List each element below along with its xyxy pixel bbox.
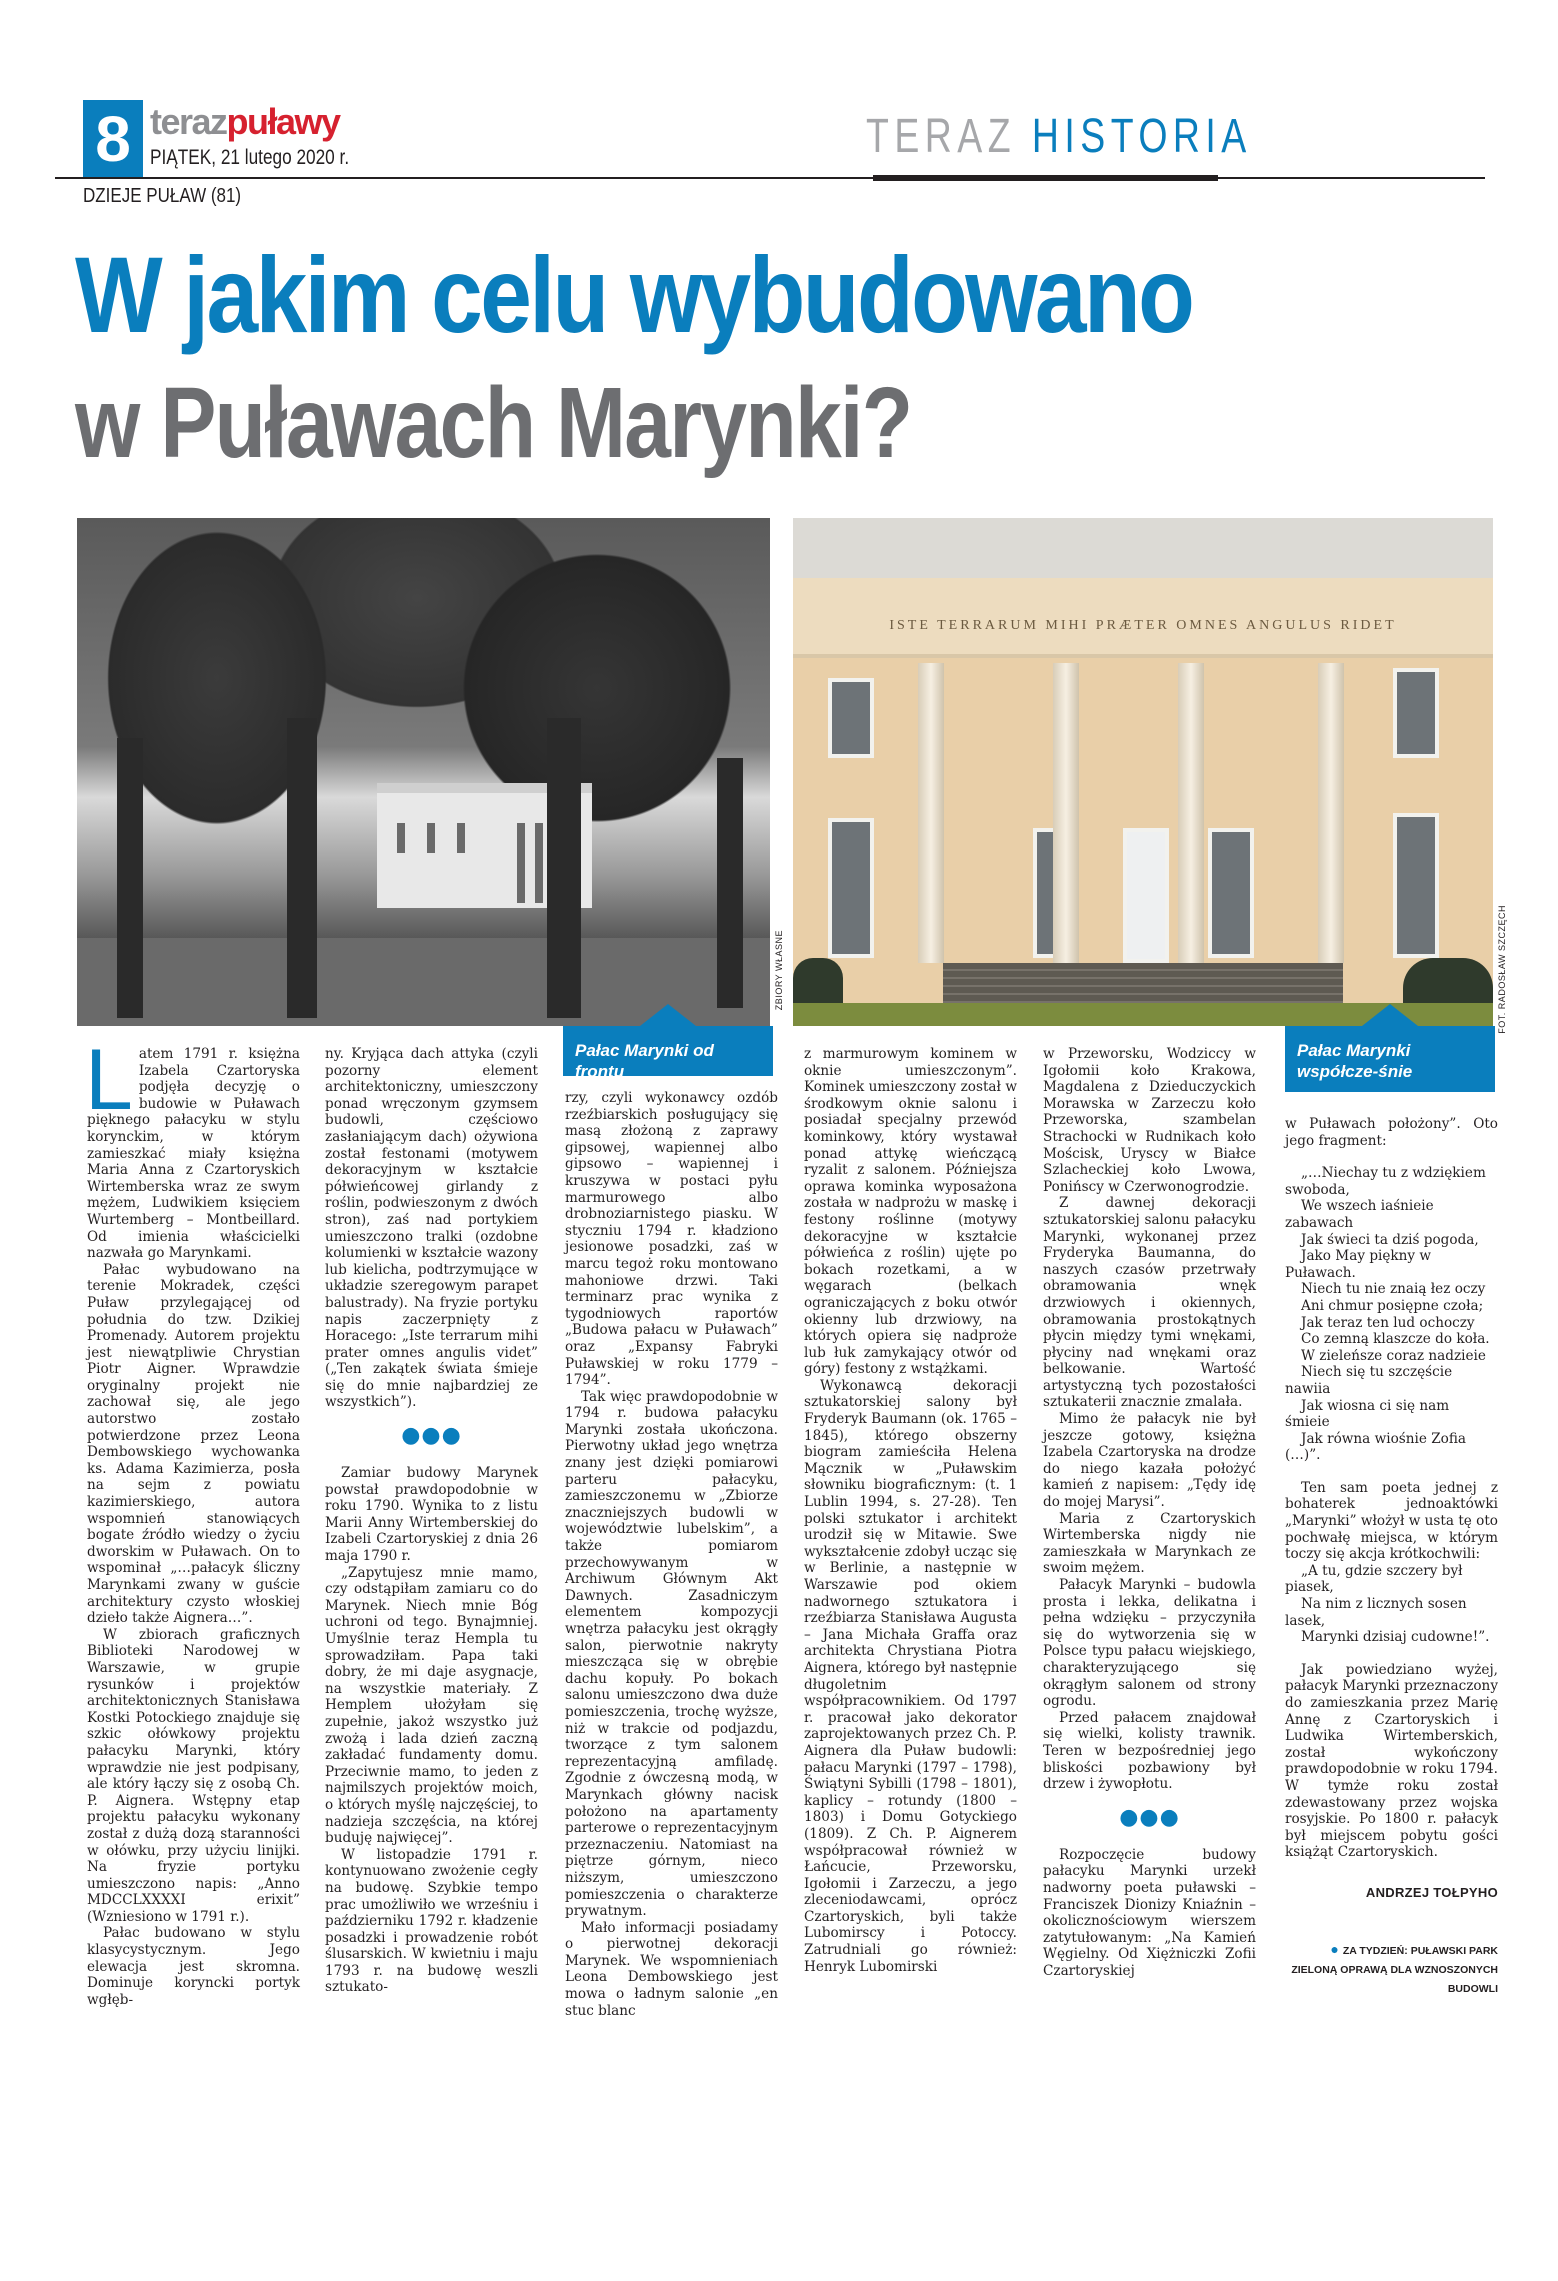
- engraving-tree-trunk: [117, 738, 143, 1018]
- poem-line: Ani chmur posiępne czoła;: [1301, 1297, 1484, 1314]
- article-paragraph: Wykonawcą dekoracji sztukatorskiej salony był Fryderyk Baumann (ok. 1765 – 1845), którego obszerny biogram zamieściła Helena Mącznik w „Puławskim słowniku biograficznym: (t. 1 Lublin 1994, s. 27-28). Ten polski sztukator i architekt urodził się w Mitawie. Swe wykształcenie zdobył ucząc się w Berlinie, a następnie w Warszawie pod okiem nadwornego sztukatora i rzeźbiarza Stanisława Augusta – Jana Michała Graffa oraz architekta Chrystiana Piotra Aignera, którego był następnie długoletnim współpracownikiem. Od 1797 r. pracował jako dekorator zaprojektowanych przez Ch. P. Aignera dla Puław budowli: pałacu Marynki (1797 – 1798), Świątyni Sybilli (1798 – 1801), kaplicy – rotundy (1800 – 1803) i Domu Gotyckiego (1809). Z Ch. P. Aignerem współpracował również w Łańcucie, Przeworsku, Igołomii i Zarzeczu, a jego zleceniodawcami, oprócz Czartoryskich, byli także Lubomirscy i Potoccy. Zatrudniali go również: Henryk Lubomirski: [804, 1377, 1017, 1975]
- palace-column: [1053, 663, 1079, 963]
- article-paragraph: W listopadzie 1791 r. kontynuowano zwożenie cegły na budowę. Szybkie tempo prac umożliwiło we wrześniu i październiku 1792 r. kładzenie posadzki i prowadzenie robót ślusarskich. W kwietniu i maju 1793 r. na budowę weszli sztukato-: [325, 1846, 538, 1996]
- palace-column: [1178, 663, 1204, 963]
- series-kicker: DZIEJE PUŁAW (81): [83, 185, 242, 207]
- palace-column: [1318, 663, 1344, 963]
- section-title-teraz: TERAZ: [866, 110, 1017, 163]
- poem-line: Jako May piękny w Puławach.: [1285, 1248, 1432, 1281]
- engraving-tree-trunk: [717, 758, 743, 1008]
- article-column-5: [1043, 1046, 1256, 1979]
- next-week-teaser: [1285, 1940, 1498, 1999]
- poem-line: Jak teraz ten lud ochoczy: [1301, 1314, 1475, 1331]
- article-column-3: [565, 1090, 778, 2019]
- article-paragraph: w Przeworsku, Wodziccy w Igołomii koło Krakowa, Magdalena z Dzieduczyckich Morawska w Zarzeczu koło Przeworska, szambelan Strachocki w Rudnikach koło Mościsk, Uryscy w Białce Szlacheckiej koło Lwowa, Ponińscy w Czerwonogrodzie.: [1043, 1046, 1256, 1195]
- poem-line: „…Niechay tu z wdziękiem swoboda,: [1285, 1165, 1486, 1198]
- palace-steps: [943, 963, 1343, 1003]
- article-paragraph: W zbiorach graficznych Biblioteki Narodowej w Warszawie, w grupie rysunków i projektów architektonicznych Stanisława Kostki Potockiego znajduje się szkic ołówkowy projektu pałacyku Marynki, który wprawdzie nie jest podpisany, ale który łączy się z osobą Ch. P. Aignera. Wstępny etap projektu pałacyku wykonany został z dużą dozą staranności w ołówku, przy użyciu linijki. Na fryzie portyku umieszczono napis: „Anno MDCCLXXXXI erixit” (Wzniesiono w 1791 r.).: [87, 1626, 300, 1925]
- section-separator-dots: ●●●: [1119, 1804, 1180, 1830]
- article-paragraph: Pałacyk Marynki – budowla prosta i lekka, delikatna i pełna wdzięku – przyczyniła się do wytworzenia się w Polsce typu pałacu wiejskiego, charakteryzującego się okrągłym salonem od strony ogrodu.: [1043, 1577, 1256, 1710]
- section-underline: [873, 175, 1218, 181]
- poem-line: We wszech iaśnieie zabawach: [1285, 1198, 1434, 1231]
- photo-credit-new: FOT. RADOSŁAW SZCZĘCH: [1497, 905, 1507, 1034]
- photo-caption-old: [563, 1026, 773, 1081]
- palace-attic: [793, 518, 1493, 578]
- article-paragraph: Mało informacji posiadamy o pierwotnej dekoracji Marynek. We wspomnieniach Leona Dembowskiego jest mowa o ładnym salonie „en stuc blanc: [565, 1919, 778, 2019]
- article-paragraph: Rozpoczęcie budowy pałacyku Marynki urzekł nadworny poeta puławski – Franciszek Dionizy Kniaźnin – okolicznościowym wierszem zatytułowanym: „Na Kamień Węgielny. Od Xiężniczki Zofii Czartoryskiej: [1043, 1846, 1256, 1979]
- palace-window: [828, 818, 874, 958]
- palace-window: [1393, 668, 1439, 758]
- brand-logo-pulawy: puławy: [226, 101, 340, 142]
- bullet-icon: ●: [1330, 1940, 1339, 1957]
- palace-door: [1123, 828, 1169, 963]
- poem-line: Jak świeci ta dziś pogoda,: [1301, 1231, 1479, 1248]
- next-week-label: ZA TYDZIEŃ:: [1342, 1944, 1408, 1957]
- photo-caption-new-text: Pałac Marynki współcze-śnie: [1297, 1041, 1413, 1081]
- article-paragraph: Ten sam poeta jednej z bohaterek jednoaktówki „Marynki” włożył w usta tę oto pochwałę miejsca, w którym toczy się akcja krótkochwili:: [1285, 1479, 1498, 1563]
- page-number: 8: [83, 100, 143, 179]
- author-byline: ANDRZEJ TOŁPYHO: [1365, 1884, 1498, 1900]
- section-title-historia: HISTORIA: [1031, 110, 1252, 163]
- article-column-4: [804, 1046, 1017, 1975]
- article-column-1: [85, 1032, 300, 2008]
- article-column-6: [1285, 1116, 1498, 1999]
- poem-line: Marynki dzisiaj cudowne!”.: [1301, 1629, 1490, 1646]
- palace-window: [1393, 813, 1439, 958]
- headline-main: W jakim celu wybudowano: [75, 234, 1193, 355]
- palace-inscription: ISTE TERRARUM MIHI PRÆTER OMNES ANGULUS RIDET: [889, 618, 1397, 633]
- photo-credit-old: ZBIORY WŁASNE: [774, 930, 784, 1011]
- section-title: [866, 110, 1252, 163]
- article-paragraph: Tak więc prawdopodobnie w 1794 r. budowa pałacyku Marynki została ukończona. Pierwotny układ jego wnętrza znany jest dzięki pomiarowi parteru pałacyku, zamieszczonemu w „Zbiorze znaczniejszych budowli w województwie lubelskim”, a także pomiarom przechowywanym w Archiwum Głównym Akt Dawnych. Zasadniczym elementem kompozycji wnętrza pałacyku jest okrągły salon, pierwotnie nakryty mieszcząca się w obrębie dachu kopuły. Po bokach salonu umieszczono dwa duże pomieszczenia, trochę wyższe, niż w trakcie od podjazdu, tworzące z tym salonem reprezentacyjną amfiladę. Zgodnie z ówczesną modą, w Marynkach główny nacisk położono na apartamenty parterowe o reprezentacyjnym przeznaczeniu. Natomiast na piętrze górnym, nieco niższym, umieszczono pomieszczenia o charakterze prywatnym.: [565, 1388, 778, 1920]
- palace-window: [1208, 828, 1254, 958]
- section-separator-dots: ●●●: [401, 1423, 462, 1449]
- photo-caption-old-text: Pałac Marynki od frontu: [575, 1041, 714, 1081]
- article-paragraph: „Zapytujesz mnie mamo, czy odstąpiłam zamiaru co do Marynek. Niech mnie Bóg uchroni od tego. Bynajmniej. Umyślnie teraz Hempla tu sprowadziłam. Papa taki dobry, że mi daje asygnacje, na wszystkie materiały. Z Hemplem ułożyłam się zupełnie, jakoż wszystko już zwożą i lada dzień zaczną zakładać fundamenty domu. Przeciwnie mamo, to jeden z najmilszych projektów moich, o których myślę najczęściej, to nadzieja szczęścia, na której buduję najwięcej”.: [325, 1564, 538, 1847]
- brand-logo: [150, 101, 340, 142]
- poem-line: „A tu, gdzie szczery był piasek,: [1285, 1562, 1463, 1596]
- drop-cap: L: [85, 1032, 133, 1128]
- article-paragraph: Pałac wybudowano na terenie Mokradek, części Puław przylegającej od południa do tzw. Dzikiej Promenady. Autorem projektu jest niewątpliwie Chrystian Piotr Aigner. Wprawdzie oryginalny projekt nie zachował się, ale jego autorstwo zostało potwierdzone przez Leona Dembowskiego wychowanka ks. Adama Kazimierza, posła na sejm z powiatu kazimierskiego, autora wspomnień stanowiących bogate źródło wiedzy o życiu dworskim w Puławach. On to wspominał „…pałacyk śliczny Marynkami zwany w guście architektury czysto włoskiej dzieło także Aignera…”.: [87, 1261, 300, 1627]
- poem-line: Niech się tu szczęście nawiia: [1285, 1364, 1453, 1397]
- article-paragraph: Mimo że pałacyk nie był jeszcze gotowy, księżna Izabela Czartoryska na drodze do niego kazała położyć kamień z napisem: „Tędy idę do mojej Marysi”.: [1043, 1411, 1256, 1511]
- article-paragraph: Maria z Czartoryskich Wirtemberska nigdy nie zamieszkała w Marynkach ze swoim mężem.: [1043, 1510, 1256, 1577]
- poem-line: Na nim z licznych sosen lasek,: [1285, 1596, 1467, 1629]
- article-paragraph: Jak powiedziano wyżej, pałacyk Marynki przeznaczony do zamieszkania przez Marię Annę z Czartoryskich i Ludwika Wirtemberskich, został wykończony prawdopodobnie w roku 1794. W tymże roku został zdewastowany przez wojska rosyjskie. Po 1800 r. pałacyk był miejscem pobytu gości książąt Czartoryskich.: [1285, 1661, 1498, 1861]
- article-paragraph: Latem 1791 r. księżna Izabela Czartoryska podjęła decyzję o budowie w Puławach pięknego pałacyku w stylu korynckim, w którym zamieszkać miały księżna Maria Anna z Czartoryskich Wirtemberska wraz ze swym mężem, Ludwikiem księciem Wurtemberg – Montbeillard. Od imienia właścicielki nazwała go Marynkami.: [85, 1032, 300, 1262]
- poem-line: Jak wiosna ci się nam śmieie: [1285, 1397, 1450, 1431]
- headline-sub: w Puławach Marynki?: [75, 367, 912, 479]
- article-paragraph: Pałac budowano w stylu klasycystycznym. Jego elewacja jest skromna. Dominuje koryncki portyk wgłęb-: [87, 1925, 300, 2008]
- palace-bush: [1403, 958, 1493, 1003]
- palace-column: [918, 663, 944, 963]
- next-week-text: PUŁAWSKI PARK ZIELONĄ OPRAWĄ DLA WZNOSZONYCH BUDOWLI: [1291, 1944, 1498, 1995]
- poem-line: Co zemną klaszcze do koła.: [1301, 1331, 1490, 1348]
- modern-palace-photo: [793, 518, 1493, 1026]
- issue-date: PIĄTEK, 21 lutego 2020 r.: [150, 146, 350, 169]
- engraving-tree-trunk: [547, 718, 581, 1018]
- article-paragraph: z marmurowym kominem w oknie umieszczonym”. Kominek umieszczony został w środkowym oknie salonu i posiadał specjalny przewód kominkowy, który wystawał ponad attykę wieńczącą ryzalit z salonem. Późniejsza oprawa kominka wyposażona została w nadprożu w maskę i festony roślinne (motywy dekoracyjne w kształcie półwieńca z roślin) ujęte po bokach rozetkami, a w węgarach (belkach ograniczających z boku otwór okienny lub drzwiowy, na których opiera się nadproże lub łuk zamykający otwór od góry) festony z wstążkami.: [804, 1046, 1017, 1378]
- poem-line: W zieleńsze coraz nadzieie: [1301, 1347, 1486, 1364]
- header-divider: [55, 177, 1485, 179]
- historic-engraving-photo: [77, 518, 770, 1026]
- article-column-2: [325, 1046, 538, 1996]
- poem-line: Jak równa wiośnie Zofia (…)”.: [1285, 1430, 1467, 1464]
- palace-bush: [793, 958, 843, 1003]
- article-paragraph: rzy, czyli wykonawcy ozdób rzeźbiarskich posługujący się masą złożoną z zaprawy gipsowej, wapiennej albo gipsowo – wapiennej i kruszywa w postaci pyłu marmurowego albo drobnoziarnistego piasku. W styczniu 1794 r. kładziono jesionowe posadzki, zaś w marcu tegoż roku montowano mahoniowe drzwi. Taki terminarz prac wynika z tygodniowych raportów „Budowa pałacu w Puławach” oraz „Expansy Fabryki Puławskiej w roku 1779 – 1794”.: [565, 1090, 778, 1389]
- article-paragraph: Zamiar budowy Marynek powstał prawdopodobnie w roku 1790. Wynika to z listu Marii Anny Wirtemberskiej do Izabeli Czartoryskiej z dnia 26 maja 1790 r.: [325, 1465, 538, 1565]
- article-paragraph: w Puławach położony”. Oto jego fragment:: [1285, 1116, 1498, 1149]
- engraving-tree-trunk: [287, 718, 317, 1018]
- brand-logo-teraz: teraz: [150, 101, 227, 142]
- article-paragraph: Z dawnej dekoracji sztukatorskiej salonu pałacyku Marynki, wykonanej przez Fryderyka Baumanna, do naszych czasów przetrwały obramowania wnęk drzwiowych i okiennych, obramowania prostokątnych płycin między tymi wnękami, płyciny nad wnękami oraz belkowanie. Wartość artystyczną tych pozostałości sztukaterii znacznie zmalała.: [1043, 1195, 1256, 1411]
- palace-window: [828, 678, 874, 758]
- poem-line: Niech tu nie znaią łez oczy: [1301, 1281, 1486, 1298]
- article-paragraph: Przed pałacem znajdował się wielki, kolisty trawnik. Teren w bezpośredniej jego bliskości pozbawiony był drzew i żywopłotu.: [1043, 1709, 1256, 1793]
- photo-caption-new: [1285, 1026, 1495, 1092]
- article-paragraph: ny. Kryjąca dach attyka (czyli pozorny element architektoniczny, umieszczony ponad wręczonym gzymsem budowli, częściowo zasłaniającym dach) ożywiona został festonami (motywem dekoracyjnym w kształcie półwieńcowej girlandy z roślin, podwieszonym z dwóch stron), zaś nad portykiem umieszczono tralki (ozdobne kolumienki w kształcie wazony lub kielicha, podtrzymujące w układzie szeregowym parapet balustrady). Na fryzie portyku napis zaczerpnięty z Horacego: „Iste terrarum mihi prater omnes angulis videt” („Ten zakątek świata śmieje się do mnie najbardziej ze wszystkich”).: [325, 1046, 538, 1411]
